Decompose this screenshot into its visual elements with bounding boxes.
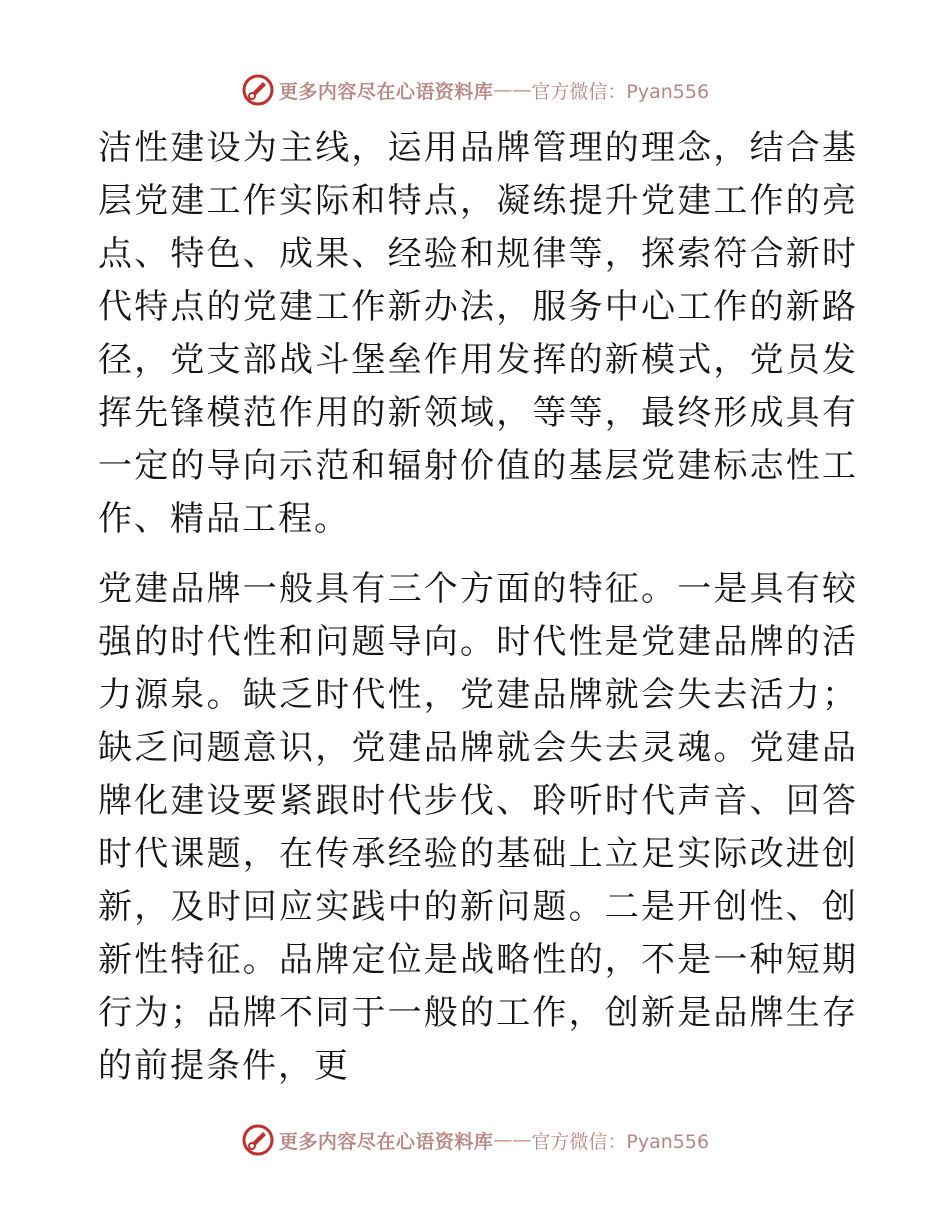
paragraph-1: 洁性建设为主线，运用品牌管理的理念，结合基层党建工作实际和特点，凝练提升党建工作的亮点、特色、成果、经验和规律等，探索符合新时代特点的党建工作新办法，服务中心工作的新路径，党支部战斗堡垒作用发挥的新模式，党员发挥先锋模范作用的新领域，等等，最终形成具有一定的导向示范和辐射价值的基层党建标志性工作、精品工程。: [98, 128, 858, 539]
header-watermark: [0, 70, 950, 110]
footer-brand-text: 更多内容尽在心语资料库: [278, 1130, 494, 1153]
footer-watermark: [0, 1120, 950, 1160]
header-brand-text: 更多内容尽在心语资料库: [278, 80, 494, 103]
header-dash: ——: [493, 79, 532, 101]
brand-logo-icon: [241, 1123, 275, 1157]
document-body: [98, 122, 858, 1093]
brand-logo-icon: [241, 73, 275, 107]
header-wechat-text: 官方微信：Pyan556: [531, 80, 710, 103]
footer-dash: ——: [493, 1129, 532, 1151]
footer-wechat-text: 官方微信：Pyan556: [531, 1130, 710, 1153]
paragraph-2: 党建品牌一般具有三个方面的特征。一是具有较强的时代性和问题导向。时代性是党建品牌的活力源泉。缺乏时代性，党建品牌就会失去活力；缺乏问题意识，党建品牌就会失去灵魂。党建品牌化建设要紧跟时代步伐、聆听时代声音、回答时代课题，在传承经验的基础上立足实际改进创新，及时回应实践中的新问题。二是开创性、创新性特征。品牌定位是战略性的，不是一种短期行为；品牌不同于一般的工作，创新是品牌生存的前提条件，更: [98, 569, 858, 1086]
